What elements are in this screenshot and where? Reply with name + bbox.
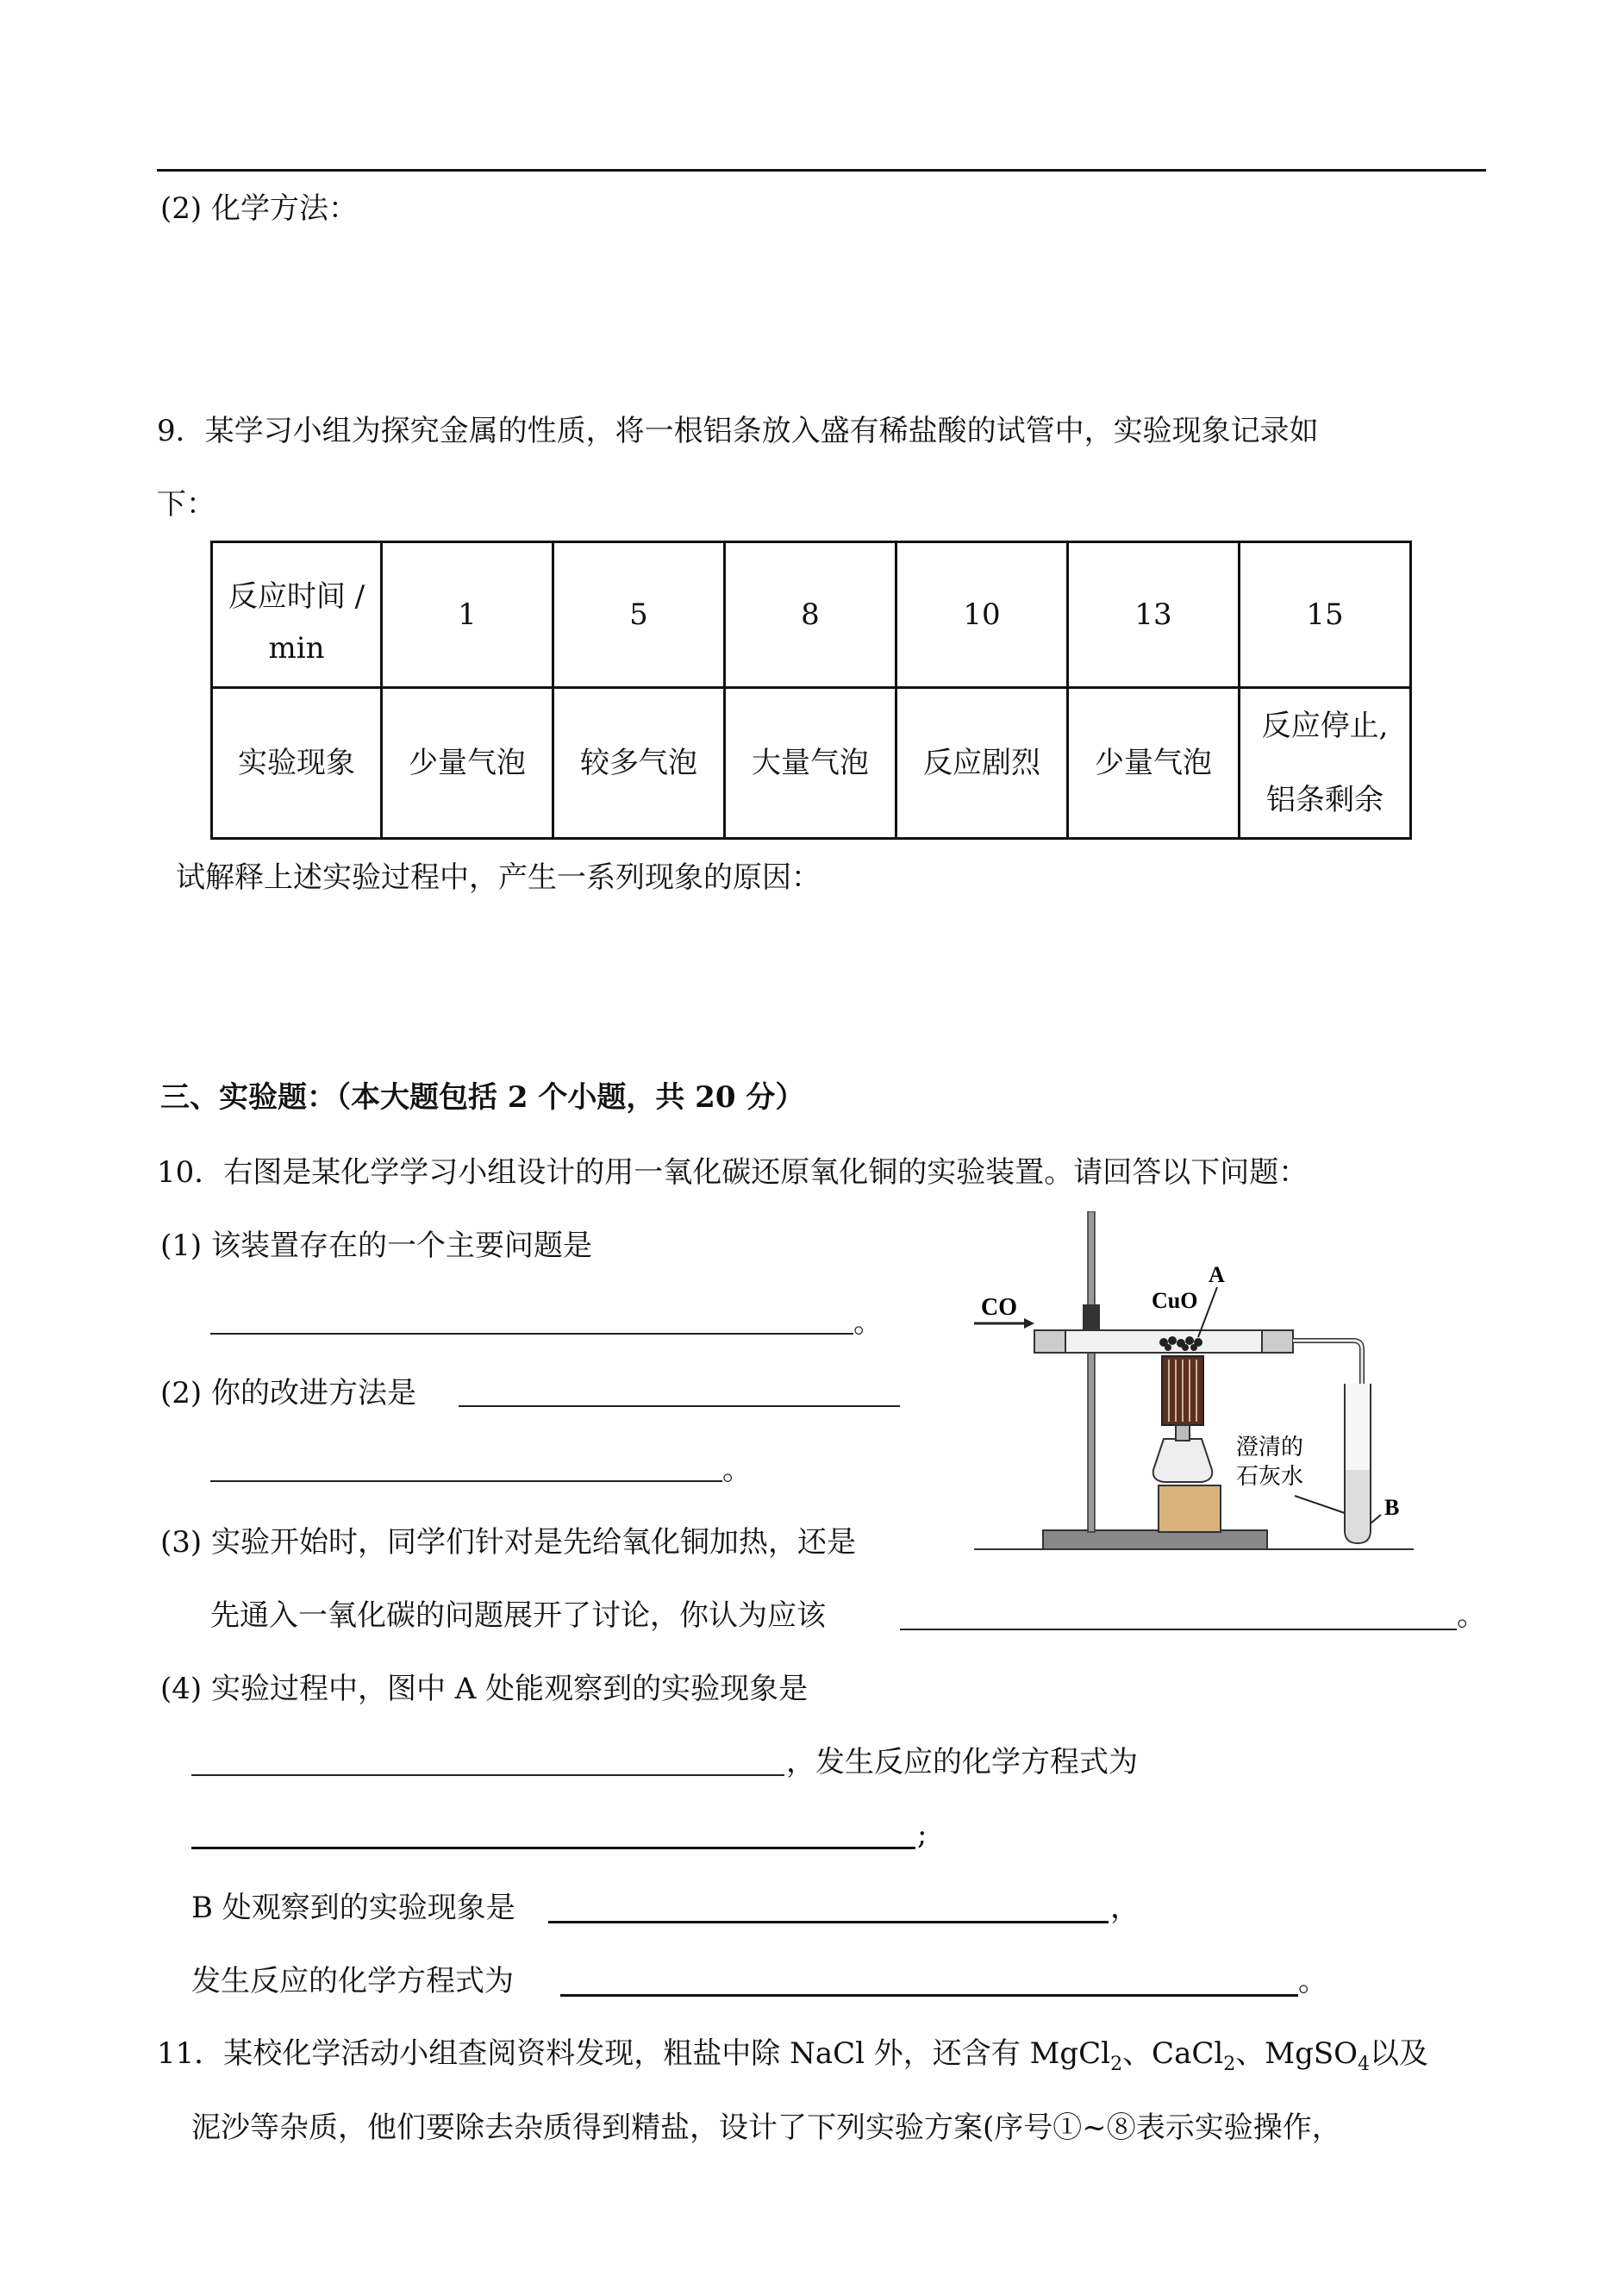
q10-part3-end: 。 [1457, 1598, 1486, 1633]
wooden-block [1159, 1485, 1221, 1532]
header-rule [157, 169, 1486, 172]
q11-line1: 11．某校化学活动小组查阅资料发现，粗盐中除 NaCl 外，还含有 MgCl$_2$、CaCl$_2$、MgSO$_4$以及 [157, 2036, 1428, 2075]
q10-part3-line2: 先通入一氧化碳的问题展开了讨论，你认为应该 [210, 1598, 826, 1633]
answer-blank-3[interactable] [900, 1629, 1457, 1630]
co-arrow-head [1024, 1318, 1034, 1329]
answer-blank-4d[interactable] [560, 1994, 1298, 1997]
phenomenon-cell: 反应剧烈 [896, 688, 1068, 839]
time-cell: 5 [553, 542, 725, 688]
time-cell: 13 [1068, 542, 1240, 688]
stand-base [1043, 1530, 1267, 1549]
pointer-b [1371, 1515, 1381, 1523]
q8-part2: (2) 化学方法： [160, 191, 358, 226]
answer-blank-2a[interactable] [459, 1405, 900, 1407]
table-header-time [212, 542, 382, 688]
label-limewater-line1: 澄清的 [1236, 1435, 1304, 1460]
label-b: B [1384, 1495, 1400, 1520]
alcohol-lamp [1153, 1439, 1213, 1482]
phenomenon-cell: 少量气泡 [1068, 688, 1240, 839]
answer-blank-4b[interactable] [191, 1847, 915, 1849]
q10-part4: (4) 实验过程中，图中 A 处能观察到的实验现象是 [160, 1672, 809, 1706]
label-a: A [1209, 1262, 1225, 1287]
answer-blank-4c[interactable] [548, 1921, 1109, 1923]
time-cell: 10 [896, 542, 1068, 688]
q10-part2: (2) 你的改进方法是 [160, 1376, 416, 1410]
q9-question: 试解释上述实验过程中，产生一系列现象的原因： [176, 860, 821, 895]
label-cuo: CuO [1152, 1288, 1198, 1313]
q10-part4-equation: 发生反应的化学方程式为 [191, 1964, 514, 1998]
q9-text-line2: 下： [157, 487, 215, 522]
q10-part4-semicolon: ; [917, 1817, 928, 1852]
q10-part4-b-comma: ， [1110, 1891, 1140, 1925]
right-stopper [1262, 1330, 1293, 1353]
section3-heading: 三、实验题：（本大题包括 2 个小题，共 20 分） [160, 1080, 805, 1115]
q10-part2-end: 。 [722, 1453, 752, 1487]
table-row-phenomena [212, 688, 1411, 839]
q10-part4-b: B 处观察到的实验现象是 [191, 1891, 515, 1925]
label-limewater-line2: 石灰水 [1236, 1464, 1304, 1490]
time-cell: 15 [1240, 542, 1411, 688]
header-label-line2: min [268, 631, 325, 666]
table-header-phenomena: 实验现象 [212, 688, 382, 839]
label-co: CO [981, 1294, 1017, 1321]
header-label-line1: 反应时间 / [228, 579, 365, 614]
co-reduction-apparatus-figure [974, 1211, 1422, 1565]
left-stopper [1034, 1330, 1065, 1353]
q10-part4-equation-end: 。 [1298, 1964, 1327, 1998]
phenomenon-cell: 大量气泡 [725, 688, 896, 839]
phenomenon-cell: 较多气泡 [553, 688, 725, 839]
answer-blank-2b[interactable] [210, 1480, 722, 1482]
q10-intro: 10．右图是某化学学习小组设计的用一氧化碳还原氧化铜的实验装置。请回答以下问题： [157, 1155, 1309, 1190]
stand-rod [1088, 1211, 1095, 1532]
table-row-time [212, 542, 1411, 688]
q10-part1-end: 。 [853, 1305, 883, 1340]
phenomenon-cell: 反应停止, 铝条剩余 [1240, 688, 1411, 839]
answer-blank-1[interactable] [210, 1333, 853, 1335]
phenomenon-cell: 少量气泡 [382, 688, 553, 839]
q10-part4-mid: ，发生反应的化学方程式为 [786, 1745, 1138, 1779]
time-cell: 1 [382, 542, 553, 688]
limewater [1346, 1470, 1370, 1542]
q11-line2: 泥沙等杂质，他们要除去杂质得到精盐，设计了下列实验方案(序号①~⑧表示实验操作， [191, 2111, 1341, 2145]
time-cell: 8 [725, 542, 896, 688]
answer-blank-4a[interactable] [191, 1774, 784, 1776]
pointer-limewater [1295, 1496, 1345, 1513]
observation-table [210, 541, 1412, 840]
q9-text-line1: 9．某学习小组为探究金属的性质，将一根铝条放入盛有稀盐酸的试管中，实验现象记录如 [157, 414, 1319, 448]
q10-part3-line1: (3) 实验开始时，同学们针对是先给氧化铜加热，还是 [160, 1525, 856, 1560]
q10-part1: (1) 该装置存在的一个主要问题是 [160, 1229, 592, 1263]
